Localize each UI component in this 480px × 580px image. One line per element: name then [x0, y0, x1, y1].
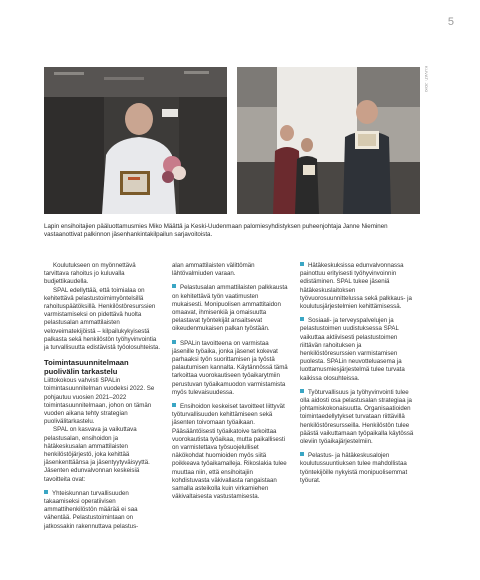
paragraph: Liittokokous vahvisti SPALin toimintasuunnitelman vuodeksi 2022. Se pohjautuu vuosien 2021–2022 toimintasuunnitelmaan, johon on tämän vuoden aikana tehty strategian puolivälitarkastelu.: [44, 377, 155, 426]
photo-credit: KUVAT: JOKI: [424, 66, 429, 93]
bullet-square-icon: [300, 317, 304, 321]
bullet-square-icon: [172, 284, 176, 288]
bullet-item: Pelastusalan ammattilaisten palkkausta on kehitettävä työn vaatimusten mukaisesti. Monipuolisen ammattitaidon omaavat, ihmisenkiä ja omaisuutta pelastavat työntekijät ansaitsevat oikeudenmukaisen palkan työstään.: [172, 284, 288, 333]
text-column-2: [172, 262, 290, 501]
award-photo-left: [44, 67, 227, 214]
bullet-square-icon: [44, 490, 48, 494]
bullet-item: Yhteiskunnan turvallisuuden takaamiseksi operatiivisen ammattihenkilöstön määrää ei saa vähentää. Pelastustoimintaan on jatkossakin rakennuttava pelastus-: [44, 489, 139, 530]
paragraph: Koulutukseen on myönnettävä tarvittava rahoitus jo kuluvalla budjettikaudella.: [44, 262, 136, 286]
bullet-square-icon: [300, 389, 304, 393]
paragraph: SPAL on kasvava ja vaikuttava pelastusalan, ensihoidon ja hätäkeskusalan ammattilaisten henkilöstöjärjestö, joka kehittää jäsenkenttäänsa ja jäsentyytyväisyyttä. Jäsenten edunvalvonnan keskeisiä tavoitteita ovat:: [44, 426, 150, 483]
bullet-item: Pelastus- ja hätäkeskusalojen koulutussuuntiuksen tulee mahdollistaa työntekijöille nykyistä monipuolisemmat työurat.: [300, 452, 408, 484]
page-number: 5: [447, 16, 454, 28]
bullet-item: SPALin tavoitteena on varmistaa jäsenille työaika, jonka jäsenet kokevat parhaaksi työn suorittamisen ja työstä palautumisen kannalta. Käytännössä tämä tarkoittaa vuorokautiseen työaikarytmiin perustuvan työaikamuodon varmistamista myös tulevaisuudessa.: [172, 339, 288, 396]
bullet-item: Hätäkeskuksissa edunvalvonnassa painottuu erityisesti työhyvinvoinnin edistäminen. SPAL tukee jäseniä hätäkeskuslaitoksen työvuorosuunnittelussa sekä palkkaus- ja koulutusjärjestelmien kehittämisessä.: [300, 262, 412, 311]
bullet-square-icon: [172, 340, 176, 344]
bullet-item: Työturvallisuus ja työhyvinvointi tulee olla aidosti osa pelastusalan strategiaa ja johtamiskokonaisuutta. Organisaatioiden toimintaedellytykset turvataan riittävillä henkilöstöresursseilla. Henkilöstön tulee päästä vaikuttamaan työpaikalla käytössä oleviin työaikajärjestelmiin.: [300, 388, 414, 446]
bullet-item: Ensihoidon keskeiset tavoitteet liittyvät työturvallisuuden kehittämiseen sekä jäsenten toivomaan työaikaan. Pääsääntöisesti työaikatoive tarkoittaa vuorokautista työaikaa, mutta paikallisesti on varmistettava työsuojelulliset näkökohdat huomioiden myös siitä poikkeava työaikamalleja. Rikoslakia tulee muuttaa niin, että ensihoitajiin kohdistuvasta väkivallasta rangaistaan samalla asteikolla kuin virkamiehen väkivaltaisesta vastustamisesta.: [172, 403, 287, 501]
paragraph: alan ammattilaisten välittömän lähtövalmiuden varaan.: [172, 262, 255, 278]
bullet-square-icon: [172, 403, 176, 407]
section-heading: Toimintasuunnitelmaan puolivälin tarkastelu: [44, 358, 129, 377]
text-column-1: [44, 262, 162, 531]
paragraph: SPAL edellyttää, että toimialaa on kehitettävä pelastustoimimyöntelsillä rahoituspäätöksillä. Henkilöstöresurssien varmistamiseksi on pidettävä huolta pelastusalan ammattilaisten veloveimatekijöistä – kilpailukykyisestä palkasta sekä henkilöstön työhyvinvointia ja turvallisuutta edistävistä työolosuhteista.: [44, 286, 161, 352]
bullet-square-icon: [300, 262, 304, 266]
photo-caption: Lapin ensihoitajien pääluottamusmies Miko Määttä ja Keski-Uudenmaan palomiesyhdistyksen puheenjohtaja Janne Nieminen vastaanottivat palkinnon jäsenhankintakilpailun sarjavoitoista.: [44, 223, 388, 239]
award-photo-right: [237, 67, 420, 214]
text-column-3: [300, 262, 418, 485]
bullet-item: Sosiaali- ja terveyspalvelujen ja pelastustoimen uudistuksessa SPAL vaikuttaa aktiivisesti pelastustoimen riittävän rahoituksen ja henkilöstöresurssien varmistamisen puolesta. SPALin neuvotteluasema ja luottamusmiesjärjestelmä tulee turvata kaikissa olosuhteissa.: [300, 317, 405, 382]
bullet-square-icon: [300, 452, 304, 456]
